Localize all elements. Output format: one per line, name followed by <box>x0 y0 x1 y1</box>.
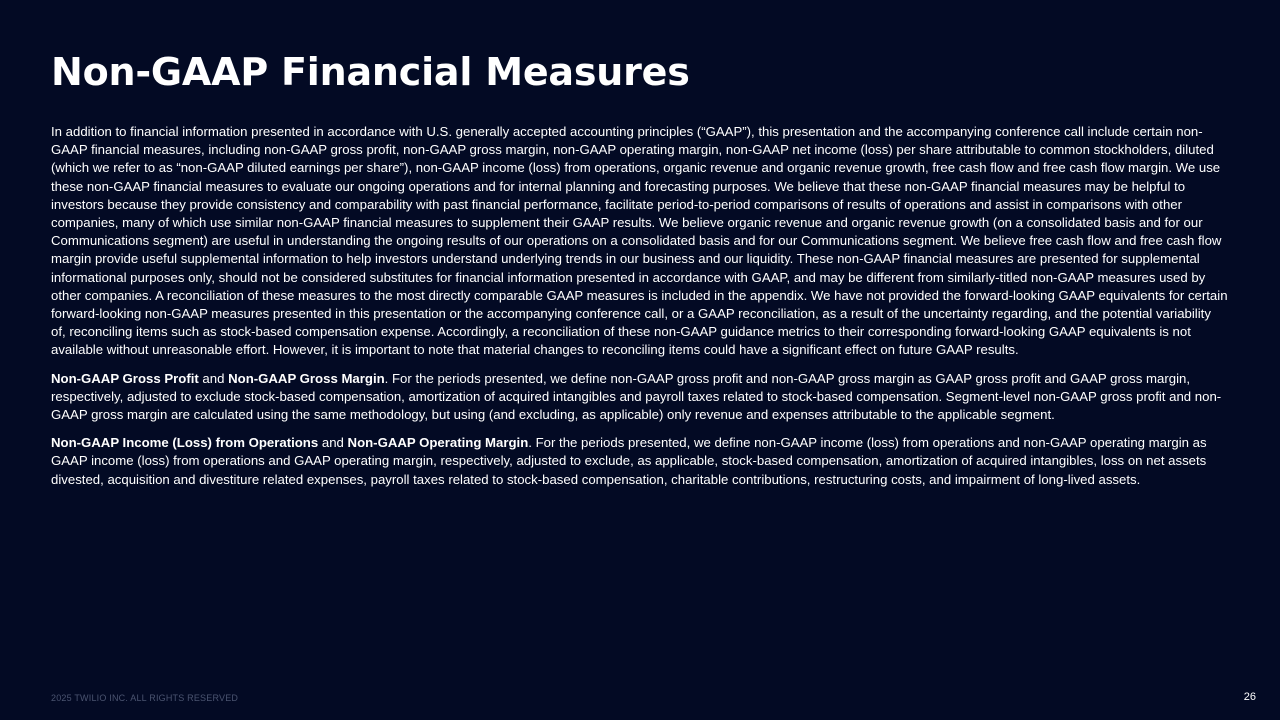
body-text <box>51 123 1229 499</box>
intro-paragraph: In addition to financial information presented in accordance with U.S. generally accepted accounting principles (“GAAP”), this presentation and the accompanying conference call include certain non-GAAP financial measures, including non-GAAP gross profit, non-GAAP gross margin, non-GAAP operating margin, non-GAAP net income (loss) per share attributable to common stockholders, diluted (which we refer to as “non-GAAP diluted earnings per share”), non-GAAP income (loss) from operations, organic revenue and organic revenue growth, free cash flow and free cash flow margin. We use these non-GAAP financial measures to evaluate our ongoing operations and for internal planning and forecasting purposes. We believe that these non-GAAP financial measures may be helpful to investors because they provide consistency and comparability with past financial performance, facilitate period-to-period comparisons of results of operations and assist in comparisons with other companies, many of which use similar non-GAAP financial measures to supplement their GAAP results. We believe organic revenue and organic revenue growth (on a consolidated basis and for our Communications segment) are useful in understanding the ongoing results of our operations on a consolidated basis and for our Communications segment. We believe free cash flow and free cash flow margin provide useful supplemental information to help investors understand underlying trends in our business and our liquidity. These non-GAAP financial measures are presented for supplemental informational purposes only, should not be considered substitutes for financial information presented in accordance with GAAP, and may be different from similarly-titled non-GAAP measures used by other companies. A reconciliation of these measures to the most directly comparable GAAP measures is included in the appendix. We have not provided the forward-looking GAAP equivalents for certain forward-looking non-GAAP measures presented in this presentation or the accompanying conference call, or a GAAP reconciliation, as a result of the uncertainty regarding, and the potential variability of, reconciling items such as stock-based compensation expense. Accordingly, a reconciliation of these non-GAAP guidance metrics to their corresponding forward-looking GAAP equivalents is not available without unreasonable effort. However, it is important to note that material changes to reconciling items could have a significant effect on future GAAP results. <box>51 124 1228 358</box>
operating-connector: and <box>318 435 348 451</box>
page-number: 26 <box>1243 691 1256 703</box>
gross-profit-definition-text: . For the periods presented, we define non-GAAP gross profit and non-GAAP gross margin as GAAP gross profit and GAAP gross margin, respectively, adjusted to exclude stock-based compensation, amortization of acquired intangibles and payroll taxes related to stock-based compensation. Segment-level non-GAAP gross profit and non-GAAP gross margin are calculated using the same methodology, but using (and excluding, as applicable) only revenue and expenses attributable to the applicable segment. <box>51 370 1222 423</box>
gross-margin-term: Non-GAAP Gross Margin <box>228 370 385 386</box>
operating-definition <box>51 434 1229 489</box>
operating-margin-term: Non-GAAP Operating Margin <box>347 435 529 451</box>
operating-definition-text: . For the periods presented, we define non-GAAP income (loss) from operations and non-GAAP operating margin as GAAP income (loss) from operations and GAAP operating margin, respectively, adjusted to exclude, as applicable, stock-based compensation, amortization of acquired intangibles, loss on net assets divested, acquisition and divestiture related expenses, payroll taxes related to stock-based compensation, charitable contributions, restructuring costs, and impairment of long-lived assets. <box>51 435 1207 487</box>
footer-copyright: 2025 TWILIO INC. ALL RIGHTS RESERVED <box>51 693 239 703</box>
page-title: Non-GAAP Financial Measures <box>51 50 690 94</box>
gross-profit-connector: and <box>198 370 229 386</box>
gross-profit-term: Non-GAAP Gross Profit <box>51 370 199 386</box>
gross-profit-definition <box>51 370 1229 425</box>
operating-income-term: Non-GAAP Income (Loss) from Operations <box>51 435 319 451</box>
